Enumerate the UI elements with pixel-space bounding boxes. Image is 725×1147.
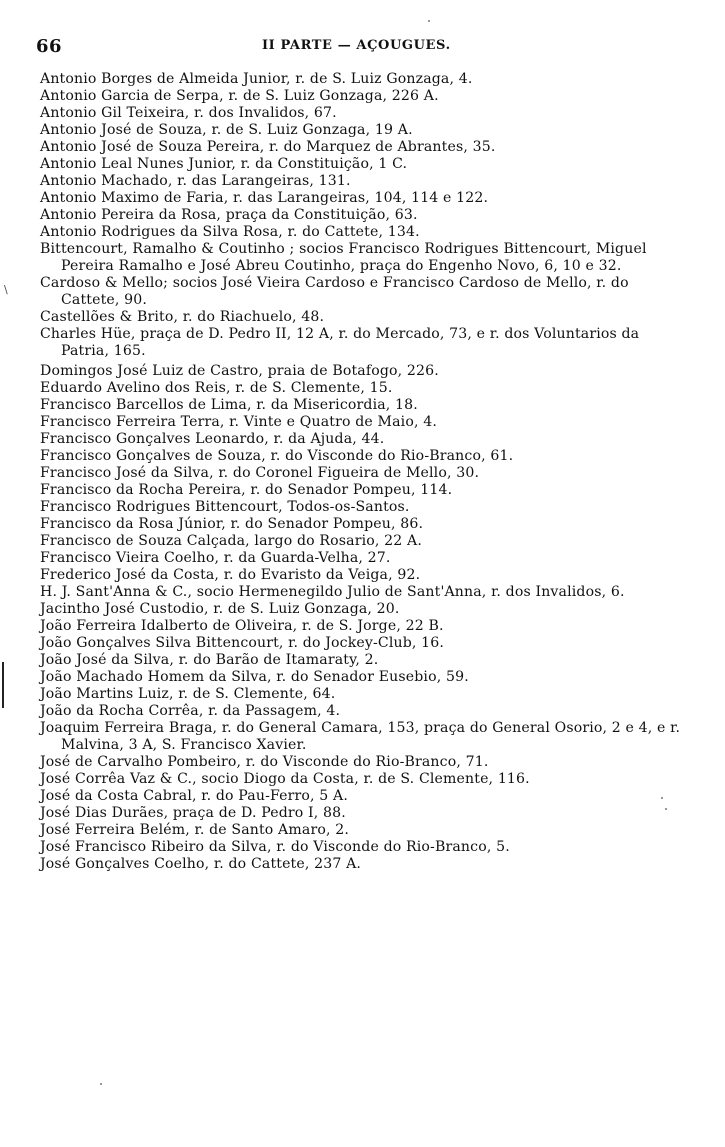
entry: Francisco Vieira Coelho, r. da Guarda-Velha, 27. xyxy=(40,550,391,566)
paper-speck xyxy=(100,1083,102,1085)
entry: João Machado Homem da Silva, r. do Senador Eusebio, 59. xyxy=(40,669,469,685)
paper-speck xyxy=(428,20,430,22)
entry: Antonio Rodrigues da Silva Rosa, r. do Cattete, 134. xyxy=(40,224,420,240)
entry: Antonio Machado, r. das Larangeiras, 131. xyxy=(40,173,351,189)
entry: João da Rocha Corrêa, r. da Passagem, 4. xyxy=(40,703,341,719)
entry: José Dias Durães, praça de D. Pedro I, 88. xyxy=(40,805,346,821)
entry: Cardoso & Mello; socios José Vieira Cardoso e Francisco Cardoso de Mello, r. do Cattete, 90. xyxy=(40,275,629,308)
entry: João Gonçalves Silva Bittencourt, r. do Jockey-Club, 16. xyxy=(40,635,445,651)
entry: João José da Silva, r. do Barão de Itamaraty, 2. xyxy=(40,652,379,668)
entry: Antonio José de Souza, r. de S. Luiz Gonzaga, 19 A. xyxy=(40,122,413,138)
entry-list xyxy=(0,71,725,873)
entry: H. J. Sant'Anna & C., socio Hermenegildo Julio de Sant'Anna, r. dos Invalidos, 6. xyxy=(40,584,625,600)
entry: Francisco Barcellos de Lima, r. da Misericordia, 18. xyxy=(40,397,418,413)
entry: Castellões & Brito, r. do Riachuelo, 48. xyxy=(40,309,325,325)
entry: Frederico José da Costa, r. do Evaristo da Veiga, 92. xyxy=(40,567,421,583)
entry: Francisco Rodrigues Bittencourt, Todos-os-Santos. xyxy=(40,499,410,515)
entry: Jacintho José Custodio, r. de S. Luiz Gonzaga, 20. xyxy=(40,601,400,617)
entry: José da Costa Cabral, r. do Pau-Ferro, 5 A. xyxy=(40,788,349,804)
entry: José Gonçalves Coelho, r. do Cattete, 237 A. xyxy=(40,856,362,872)
entry: Antonio Pereira da Rosa, praça da Constituição, 63. xyxy=(40,207,418,223)
entry: Francisco José da Silva, r. do Coronel Figueira de Mello, 30. xyxy=(40,465,480,481)
entry: João Ferreira Idalberto de Oliveira, r. de S. Jorge, 22 B. xyxy=(40,618,444,634)
entry: Domingos José Luiz de Castro, praia de Botafogo, 226. xyxy=(40,363,439,379)
entry: Antonio Leal Nunes Junior, r. da Constituição, 1 C. xyxy=(40,156,408,172)
entry: Antonio Maximo de Faria, r. das Larangeiras, 104, 114 e 122. xyxy=(40,190,489,206)
running-head: II PARTE — AÇOUGUES. xyxy=(262,38,451,53)
entry: Antonio Garcia de Serpa, r. de S. Luiz Gonzaga, 226 A. xyxy=(40,88,439,104)
entry: Antonio Gil Teixeira, r. dos Invalidos, 67. xyxy=(40,105,337,121)
entry: Charles Hüe, praça de D. Pedro II, 12 A, r. do Mercado, 73, e r. dos Voluntarios da Patria, 165. xyxy=(40,326,640,359)
entry: José Corrêa Vaz & C., socio Diogo da Costa, r. de S. Clemente, 116. xyxy=(40,771,530,787)
entry: Francisco de Souza Calçada, largo do Rosario, 22 A. xyxy=(40,533,422,549)
entry: João Martins Luiz, r. de S. Clemente, 64. xyxy=(40,686,336,702)
entry: Francisco Gonçalves de Souza, r. do Visconde do Rio-Branco, 61. xyxy=(40,448,514,464)
page-number: 66 xyxy=(36,36,63,57)
entry: Antonio José de Souza Pereira, r. do Marquez de Abrantes, 35. xyxy=(40,139,496,155)
margin-mark-icon: \ xyxy=(4,283,8,296)
entry: Francisco Ferreira Terra, r. Vinte e Quatro de Maio, 4. xyxy=(40,414,437,430)
entry: Antonio Borges de Almeida Junior, r. de S. Luiz Gonzaga, 4. xyxy=(40,71,473,87)
entry: Joaquim Ferreira Braga, r. do General Camara, 153, praça do General Osorio, 2 e 4, e r. Malvina, 3 A, S. Francisco Xavier. xyxy=(40,720,681,753)
entry: José Ferreira Belém, r. de Santo Amaro, 2. xyxy=(40,822,349,838)
entry: José Francisco Ribeiro da Silva, r. do Visconde do Rio-Branco, 5. xyxy=(40,839,510,855)
entry: Francisco Gonçalves Leonardo, r. da Ajuda, 44. xyxy=(40,431,385,447)
entry: Eduardo Avelino dos Reis, r. de S. Clemente, 15. xyxy=(40,380,393,396)
entry: Francisco da Rosa Júnior, r. do Senador Pompeu, 86. xyxy=(40,516,424,532)
entry: Bittencourt, Ramalho & Coutinho ; socios Francisco Rodrigues Bittencourt, Miguel Pereira Ramalho e José Abreu Coutinho, praça do Engenho Novo, 6, 10 e 32. xyxy=(40,241,647,274)
entry: Francisco da Rocha Pereira, r. do Senador Pompeu, 114. xyxy=(40,482,453,498)
entry: José de Carvalho Pombeiro, r. do Visconde do Rio-Branco, 71. xyxy=(40,754,489,770)
